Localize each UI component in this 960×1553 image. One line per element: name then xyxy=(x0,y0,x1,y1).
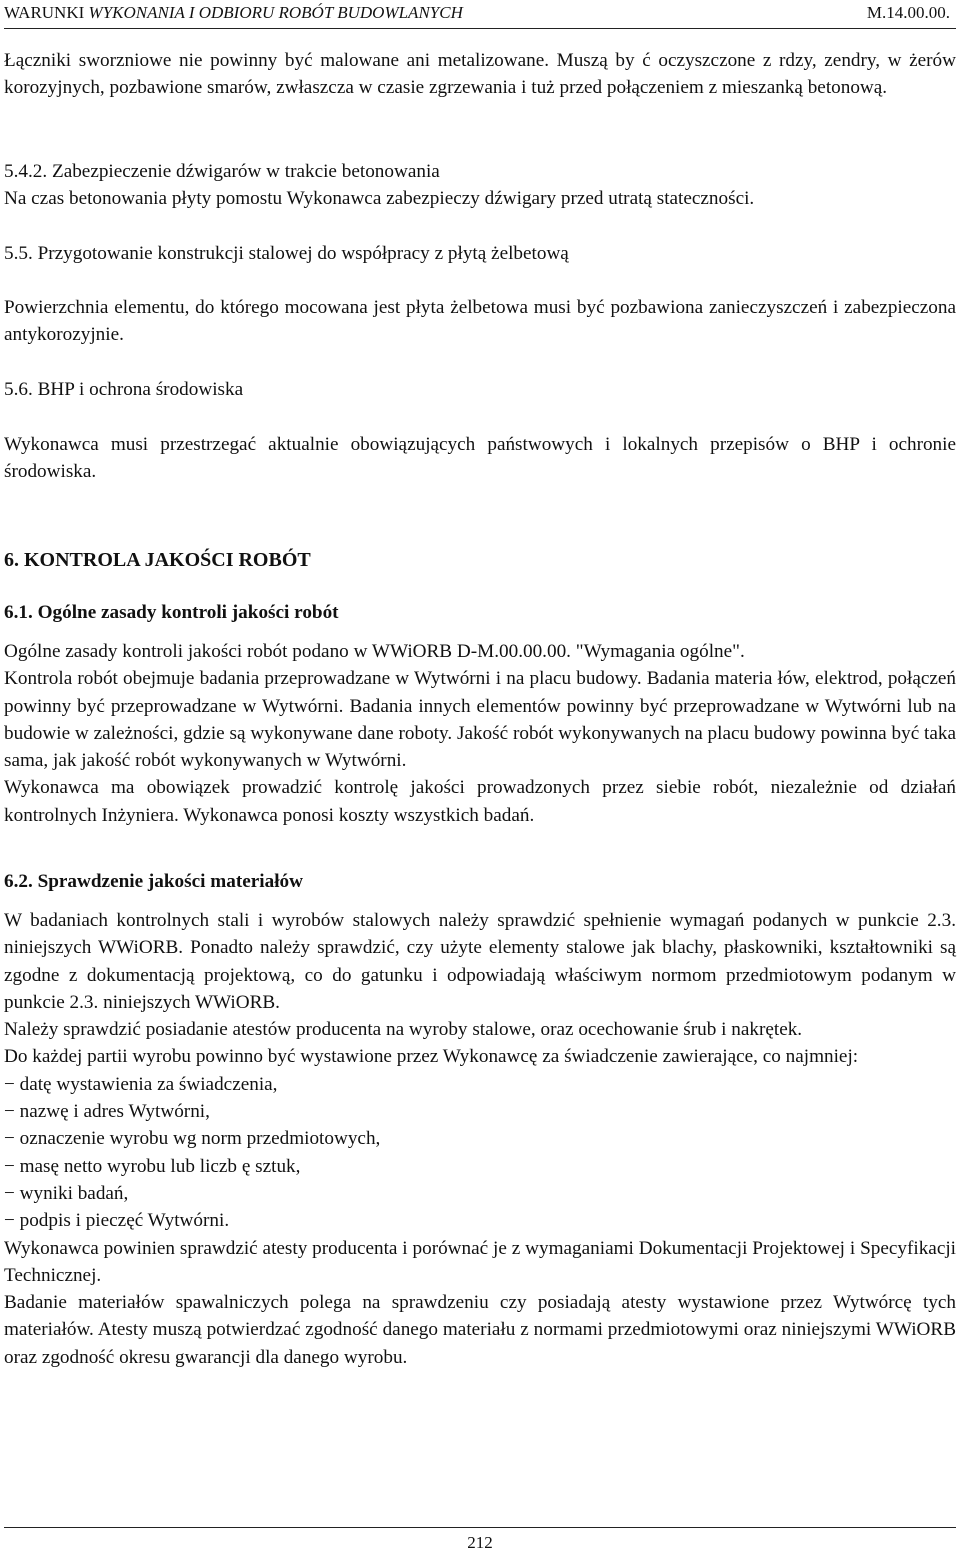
section-5-5-text xyxy=(4,294,956,349)
paragraph-text: Należy sprawdzić posiadanie atestów producenta na wyroby stalowe, oraz ocechowanie śrub i nakrętek. xyxy=(4,1019,803,1041)
section-heading: 5.4.2. Zabezpieczenie dźwigarów w trakcie betonowania xyxy=(4,161,440,182)
chapter-heading: 6. KONTROLA JAKOŚCI ROBÓT xyxy=(4,549,311,571)
section-5-6-heading xyxy=(4,376,956,403)
certificate-requirements-list xyxy=(4,1071,956,1235)
section-heading: 5.5. Przygotowanie konstrukcji stalowej do współpracy z płytą żelbetową xyxy=(4,243,569,264)
paragraph-text: Wykonawca musi przestrzegać aktualnie obowiązujących państwowych i lokalnych przepisów o BHP i ochronie środowiska. xyxy=(4,434,956,483)
header-title xyxy=(4,0,463,26)
section-6-1-heading xyxy=(4,599,956,626)
paragraph-text: Powierzchnia elementu, do którego mocowana jest płyta żelbetowa musi być pozbawiona zanieczyszczeń i zabezpieczona antykorozyjnie. xyxy=(4,297,956,346)
section-5-4-2 xyxy=(4,158,956,213)
page-number: 212 xyxy=(467,1533,493,1552)
list-item: − oznaczenie wyrobu wg norm przedmiotowych, xyxy=(4,1128,381,1150)
paragraph-text: Wykonawca powinien sprawdzić atesty producenta i porównać je z wymaganiami Dokumentacji Projektowej i Specyfikacji Technicznej. xyxy=(4,1237,956,1286)
list-item: − masę netto wyrobu lub liczb ę sztuk, xyxy=(4,1155,301,1177)
paragraph-text: Ogólne zasady kontroli jakości robót podano w WWiORB D-M.00.00.00. "Wymagania ogólne". xyxy=(4,641,745,662)
paragraph-text: Wykonawca ma obowiązek prowadzić kontrolę jakości prowadzonych przez siebie robót, niezależnie od działań kontrolnych Inżyniera. Wykonawca ponosi koszty wszystkich badań. xyxy=(4,777,956,826)
header-title-italic: WYKONANIA I ODBIORU ROBÓT BUDOWLANYCH xyxy=(88,3,463,22)
section-6-2-text xyxy=(4,907,956,1371)
list-item: − wyniki badań, xyxy=(4,1182,129,1204)
section-heading: 6.2. Sprawdzenie jakości materiałów xyxy=(4,871,303,892)
paragraph-text: Kontrola robót obejmuje badania przeprowadzane w Wytwórni i na placu budowy. Badania materia łów, elektrod, połączeń powinny być przeprowadzane w Wytwórni. Badania innych elementów powinny być przeprowadzane w Wytwórni lub na budowie w zależności, gdzie są wykonywane dane roboty. Jakość robót wykonywanych na placu budowy powinna być taka sama, jak jakość robót wykonywanych w Wytwórni. xyxy=(4,668,956,772)
header-spec-code: M.14.00.00. xyxy=(866,3,950,22)
paragraph-text: Do każdej partii wyrobu powinno być wystawione przez Wykonawcę za świadczenie zawierające, co najmniej: xyxy=(4,1046,859,1068)
section-5-6-text xyxy=(4,431,956,486)
section-6-2-heading xyxy=(4,868,956,895)
section-5-5-heading xyxy=(4,240,956,267)
footer-rule xyxy=(4,1527,956,1528)
running-header xyxy=(4,0,956,29)
chapter-6-heading xyxy=(4,547,956,574)
section-heading: 6.1. Ogólne zasady kontroli jakości robót xyxy=(4,602,339,623)
paragraph-text: Łączniki sworzniowe nie powinny być malowane ani metalizowane. Muszą by ć oczyszczone z rdzy, zendry, w żerów korozyjnych, pozbawione smarów, zwłaszcza w czasie zgrzewania i tuż przed połączeniem z mieszanką betonową. xyxy=(4,50,956,99)
section-6-1-text xyxy=(4,638,956,829)
header-title-upright: WARUNKI xyxy=(4,3,85,22)
paragraph-fasteners xyxy=(4,47,956,102)
paragraph-text: W badaniach kontrolnych stali i wyrobów stalowych należy sprawdzić spełnienie wymagań podanych w punkcie 2.3. niniejszych WWiORB. Ponadto należy sprawdzić, czy użyte elementy stalowe jak blachy, płaskowniki, kształtowniki są zgodne z dokumentacją projektową, co do gatunku i odpowiadają właściwym normom przedmiotowym podanym w punkcie 2.3. niniejszych WWiORB. xyxy=(4,910,956,1013)
list-item: − podpis i pieczęć Wytwórni. xyxy=(4,1210,230,1232)
list-item: − datę wystawienia za świadczenia, xyxy=(4,1073,278,1095)
list-item: − nazwę i adres Wytwórni, xyxy=(4,1101,210,1123)
paragraph-text: Badanie materiałów spawalniczych polega na sprawdzeniu czy posiadają atesty wystawione przez Wytwórcę tych materiałów. Atesty muszą potwierdzać zgodność danego materiału z normami przedmiotowymi oraz niniejszymi WWiORB oraz zgodność okresu gwarancji dla danego wyrobu. xyxy=(4,1292,956,1368)
paragraph-text: Na czas betonowania płyty pomostu Wykonawca zabezpieczy dźwigary przed utratą stateczności. xyxy=(4,188,755,210)
section-heading: 5.6. BHP i ochrona środowiska xyxy=(4,379,244,400)
